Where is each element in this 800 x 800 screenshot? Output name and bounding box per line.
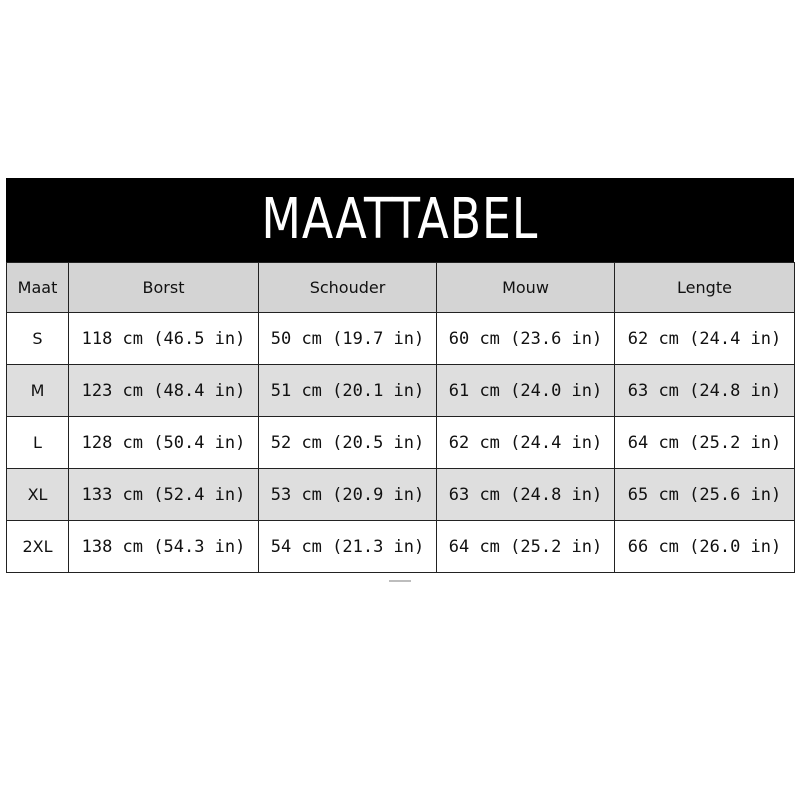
size-cell: S: [7, 313, 69, 365]
table-row: [7, 521, 795, 573]
header-schouder: Schouder: [259, 263, 437, 313]
header-borst: Borst: [69, 263, 259, 313]
lengte-cell: 64 cm (25.2 in): [615, 417, 795, 469]
header-lengte: Lengte: [615, 263, 795, 313]
lengte-cell: 66 cm (26.0 in): [615, 521, 795, 573]
mouw-cell: 62 cm (24.4 in): [437, 417, 615, 469]
borst-cell: 133 cm (52.4 in): [69, 469, 259, 521]
size-chart: [6, 178, 794, 573]
borst-cell: 123 cm (48.4 in): [69, 365, 259, 417]
mouw-cell: 61 cm (24.0 in): [437, 365, 615, 417]
size-table: [6, 262, 795, 573]
size-cell: M: [7, 365, 69, 417]
header-mouw: Mouw: [437, 263, 615, 313]
table-row: [7, 417, 795, 469]
title-bar: [6, 178, 794, 262]
size-cell: 2XL: [7, 521, 69, 573]
lengte-cell: 63 cm (24.8 in): [615, 365, 795, 417]
borst-cell: 118 cm (46.5 in): [69, 313, 259, 365]
schouder-cell: 51 cm (20.1 in): [259, 365, 437, 417]
lengte-cell: 65 cm (25.6 in): [615, 469, 795, 521]
lengte-cell: 62 cm (24.4 in): [615, 313, 795, 365]
size-cell: L: [7, 417, 69, 469]
header-maat: Maat: [7, 263, 69, 313]
schouder-cell: 54 cm (21.3 in): [259, 521, 437, 573]
mouw-cell: 60 cm (23.6 in): [437, 313, 615, 365]
schouder-cell: 53 cm (20.9 in): [259, 469, 437, 521]
table-row: [7, 313, 795, 365]
borst-cell: 138 cm (54.3 in): [69, 521, 259, 573]
header-row: [7, 263, 795, 313]
table-row: [7, 365, 795, 417]
mouw-cell: 63 cm (24.8 in): [437, 469, 615, 521]
borst-cell: 128 cm (50.4 in): [69, 417, 259, 469]
mouw-cell: 64 cm (25.2 in): [437, 521, 615, 573]
chart-title: MAATTABEL: [261, 187, 539, 252]
schouder-cell: 52 cm (20.5 in): [259, 417, 437, 469]
schouder-cell: 50 cm (19.7 in): [259, 313, 437, 365]
table-row: [7, 469, 795, 521]
divider: [389, 580, 411, 582]
size-cell: XL: [7, 469, 69, 521]
